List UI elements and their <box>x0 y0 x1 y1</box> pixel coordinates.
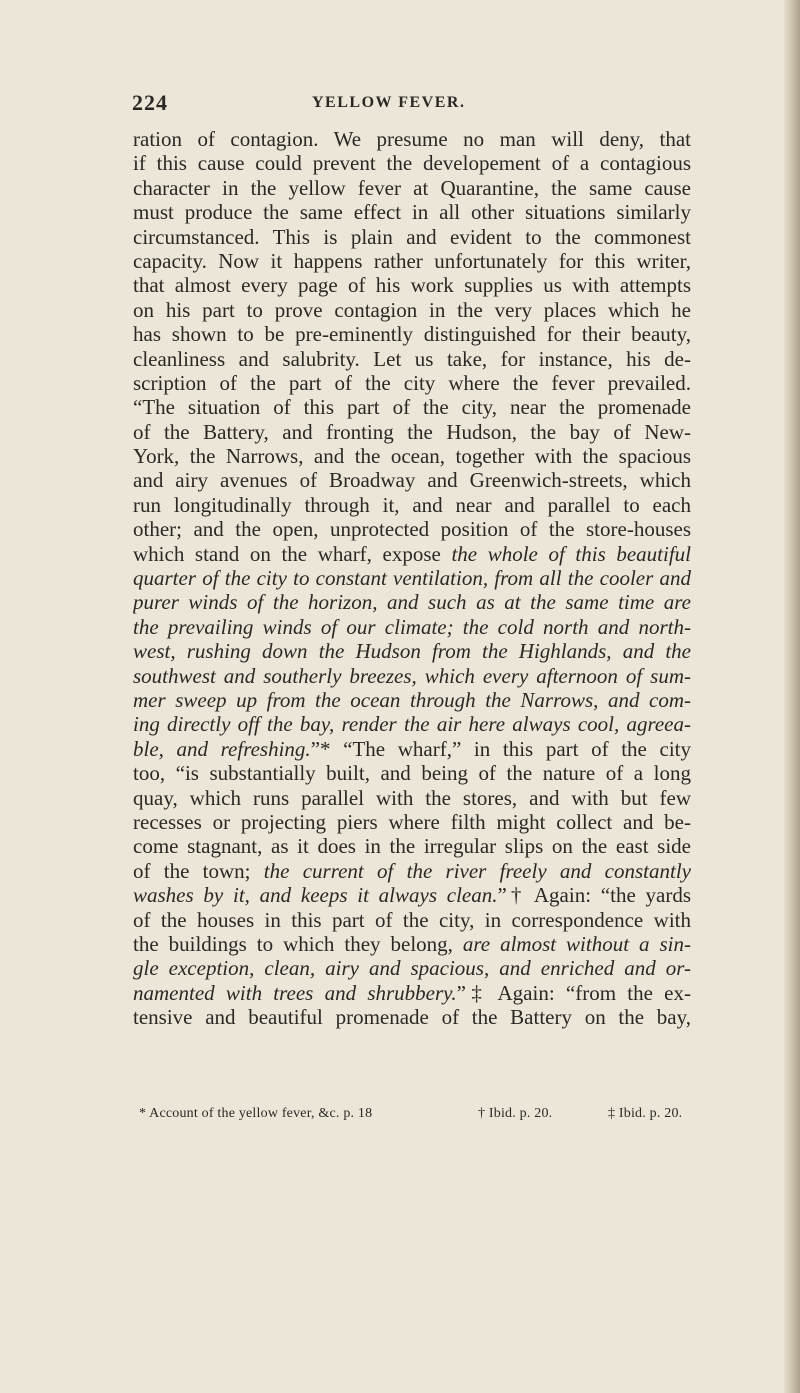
text-run: which stand on the wharf, expose <box>133 541 441 566</box>
italic-run: the current of the river freely and constantly <box>263 858 691 883</box>
text-line <box>133 932 691 956</box>
text-line <box>133 834 691 858</box>
text-line: and airy avenues of Broadway and Greenwich-streets, which <box>133 468 691 493</box>
text-line <box>133 615 691 639</box>
text-run: the buildings to which they belong, <box>133 931 453 956</box>
italic-run: purer winds of the horizon, and such as at the same time are <box>133 590 691 615</box>
text-run: ”† Again: “the yards <box>497 883 691 908</box>
text-line: if this cause could prevent the developement of a contagious <box>133 151 691 176</box>
italic-run: are almost without a sin- <box>462 931 691 956</box>
footnotes <box>133 1106 691 1126</box>
footnote-2: † Ibid. p. 20. <box>478 1106 553 1121</box>
text-line: must produce the same effect in all other situations similarly <box>133 200 691 225</box>
text-line <box>133 688 691 712</box>
text-run: too, “is substantially built, and being of the nature of a long <box>133 761 691 786</box>
text-line <box>133 737 691 761</box>
text-line <box>133 786 691 810</box>
text-line <box>133 859 691 883</box>
text-line: character in the yellow fever at Quarantine, the same cause <box>133 175 691 200</box>
text-run: ”‡ Again: “from the ex- <box>456 980 691 1005</box>
italic-run: quarter of the city to constant ventilation, from all the cooler and <box>133 566 691 591</box>
text-line <box>133 956 691 980</box>
text-line <box>133 1005 691 1029</box>
text-line: other; and the open, unprotected position of the store-houses <box>133 517 691 542</box>
text-line <box>133 810 691 834</box>
text-line <box>133 639 691 663</box>
text-line: has shown to be pre-eminently distinguished for their beauty, <box>133 322 691 347</box>
text-line <box>133 590 691 614</box>
text-line <box>133 761 691 785</box>
text-line <box>133 908 691 932</box>
italic-run: ing directly off the bay, render the air here always cool, agreea- <box>133 712 691 737</box>
text-line: capacity. Now it happens rather unfortunately for this writer, <box>133 248 691 273</box>
text-run: tensive and beautiful promenade of the Battery on the bay, <box>133 1005 691 1030</box>
text-run: of the houses in this part of the city, in correspondence with <box>133 907 691 932</box>
page-edge-shadow <box>784 0 800 1393</box>
text-run: of the town; <box>133 858 251 883</box>
page-header <box>132 90 692 120</box>
text-run: quay, which runs parallel with the stores, and with but few <box>133 785 691 810</box>
italic-run: southwest and southerly breezes, which every afternoon of sum- <box>133 663 691 688</box>
text-line <box>133 883 691 907</box>
text-line: scription of the part of the city where the fever prevailed. <box>133 370 691 395</box>
text-run: recesses or projecting piers where filth might collect and be- <box>133 809 691 834</box>
text-line <box>133 712 691 736</box>
text-line: cleanliness and salubrity. Let us take, for instance, his de- <box>133 346 691 371</box>
italic-run: west, rushing down the Hudson from the Highlands, and the <box>133 639 691 664</box>
italic-run: the prevailing winds of our climate; the cold north and north- <box>133 614 691 639</box>
text-line: on his part to prove contagion in the very places which he <box>133 297 691 322</box>
text-line: that almost every page of his work supplies us with attempts <box>133 273 691 298</box>
text-run: come stagnant, as it does in the irregular slips on the east side <box>133 834 691 859</box>
page-number: 224 <box>132 90 168 115</box>
footnote-1: * Account of the yellow fever, &c. p. 18 <box>139 1106 373 1121</box>
text-line <box>133 566 691 590</box>
text-line <box>133 542 691 566</box>
italic-run: ble, and refreshing. <box>133 736 311 761</box>
footnote-3: ‡ Ibid. p. 20. <box>608 1106 683 1121</box>
text-line <box>133 981 691 1005</box>
text-line: York, the Narrows, and the ocean, together with the spacious <box>133 444 691 469</box>
italic-run: namented with trees and shrubbery. <box>133 980 457 1005</box>
italic-run: the whole of this beautiful <box>451 541 691 566</box>
running-head: YELLOW FEVER. <box>312 94 466 111</box>
italic-run: gle exception, clean, airy and spacious, and enriched and or- <box>133 956 691 981</box>
text-line: of the Battery, and fronting the Hudson, the bay of New- <box>133 419 691 444</box>
text-line: circumstanced. This is plain and evident to the commonest <box>133 224 691 249</box>
text-line: “The situation of this part of the city, near the promenade <box>133 395 691 420</box>
text-line <box>133 664 691 688</box>
text-run: ”* “The wharf,” in this part of the city <box>310 736 691 761</box>
text-line: ration of contagion. We presume no man will deny, that <box>133 127 691 151</box>
body-text <box>133 127 691 1029</box>
italic-run: mer sweep up from the ocean through the Narrows, and com- <box>133 687 691 712</box>
text-line: run longitudinally through it, and near and parallel to each <box>133 492 691 517</box>
italic-run: washes by it, and keeps it always clean. <box>133 883 498 908</box>
